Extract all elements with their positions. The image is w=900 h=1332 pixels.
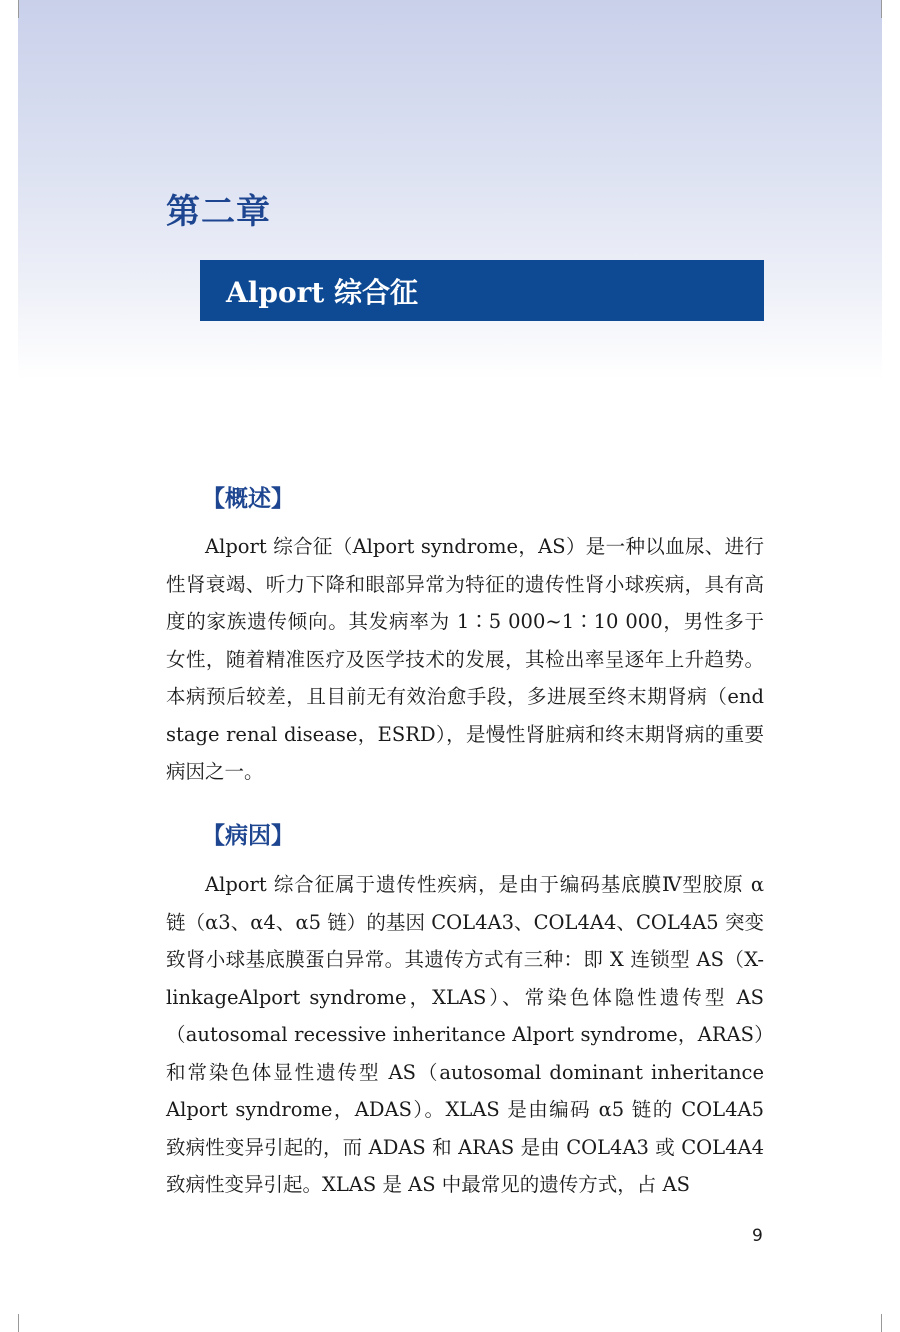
overview-paragraph: Alport 综合征（Alport syndrome，AS）是一种以血尿、进行性肾衰竭、听力下降和眼部异常为特征的遗传性肾小球疾病，具有高度的家族遗传倾向。其发病率为 1∶5 000~1∶10 000，男性多于女性，随着精准医疗及医学技术的发展，其检出率呈逐年上升趋势。本病预后较差，且目前无有效治愈手段，多进展至终末期肾病（end stage renal disease，ESRD），是慢性肾脏病和终末期肾病的重要病因之一。 (166, 535, 764, 783)
crop-mark-top-left (0, 0, 19, 18)
chapter-title: Alport 综合征 (226, 275, 419, 309)
chapter-number: 第二章 (166, 192, 271, 232)
section-heading-overview: 【概述】 (202, 486, 294, 512)
chapter-title-bar (200, 260, 764, 321)
crop-mark-top-right (881, 0, 900, 18)
section-heading-etiology: 【病因】 (202, 823, 294, 849)
header-gradient-background (18, 0, 882, 380)
crop-mark-bottom-left (0, 1314, 19, 1332)
etiology-paragraph: Alport 综合征属于遗传性疾病，是由于编码基底膜Ⅳ型胶原 α 链（α3、α4、α5 链）的基因 COL4A3、COL4A4、COL4A5 突变致肾小球基底膜蛋白异常。其遗传方式有三种：即 X 连锁型 AS（X-linkageAlport syndrome，XLAS）、常染色体隐性遗传型 AS（autosomal recessive inheritance Alport syndrome，ARAS）和常染色体显性遗传型 AS（autosomal dominant inheritance Alport syndrome，ADAS）。XLAS 是由编码 α5 链的 COL4A5 致病性变异引起的，而 ADAS 和 ARAS 是由 COL4A3 或 COL4A4 致病性变异引起。XLAS 是 AS 中最常见的遗传方式，占 AS (166, 873, 764, 1196)
page-number: 9 (752, 1226, 763, 1246)
crop-mark-bottom-right (881, 1314, 900, 1332)
